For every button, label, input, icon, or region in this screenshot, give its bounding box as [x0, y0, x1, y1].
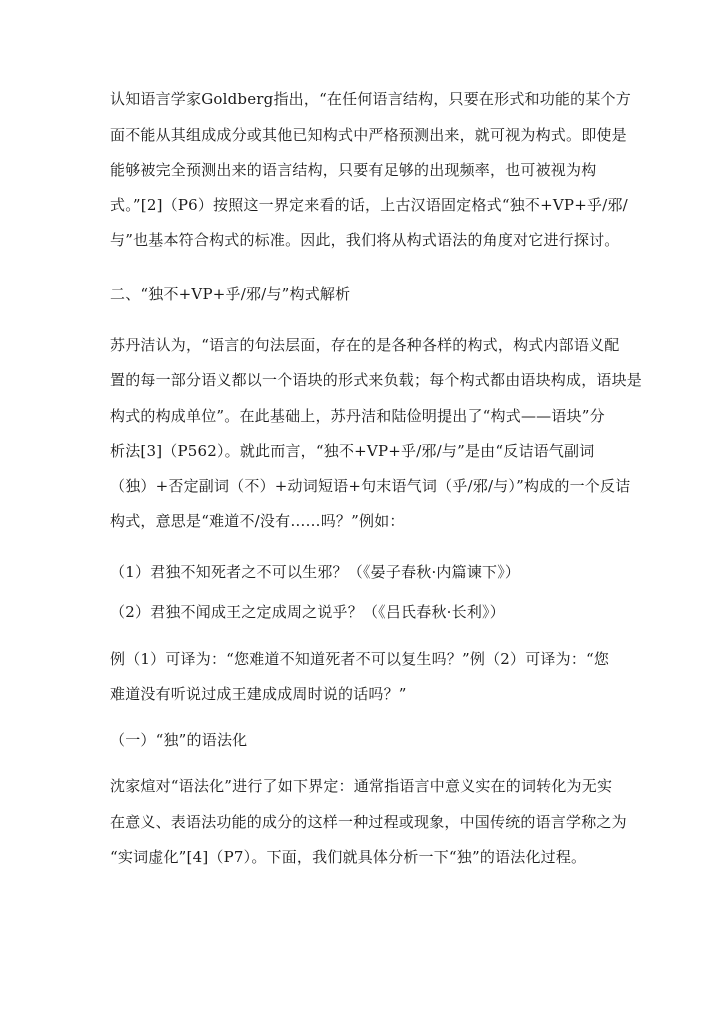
paragraph-1-line-5: 与”也基本符合构式的标准。因此，我们将从构式语法的角度对它进行探讨。 [110, 231, 620, 249]
paragraph-4-line-3: “实词虚化”[4]（P7）。下面，我们就具体分析一下“独”的语法化过程。 [110, 848, 587, 866]
example-1: （1）君独不知死者之不可以生邪？（《晏子春秋·内篇谏下》） [110, 563, 521, 581]
paragraph-1-line-3: 能够被完全预测出来的语言结构，只要有足够的出现频率，也可被视为构 [110, 161, 597, 179]
paragraph-1-line-4: 式。”[2]（P6）按照这一界定来看的话，上古汉语固定格式“独不+VP+乎/邪/ [110, 196, 628, 214]
paragraph-2-line-3: 构式的构成单位”。在此基础上，苏丹洁和陆俭明提出了“构式——语块”分 [110, 407, 605, 425]
paragraph-1-line-1: 认知语言学家Goldberg指出，“在任何语言结构，只要在形式和功能的某个方 [110, 90, 631, 108]
paragraph-2-line-5: （独）+否定副词（不）+动词短语+句末语气词（乎/邪/与）”构成的一个反诘 [110, 477, 631, 495]
subsection-heading: （一）“独”的语法化 [110, 731, 248, 749]
paragraph-4-line-1: 沈家煊对“语法化”进行了如下界定：通常指语言中意义实在的词转化为无实 [110, 777, 613, 795]
paragraph-4-line-2: 在意义、表语法功能的成分的这样一种过程或现象，中国传统的语言学称之为 [110, 813, 627, 831]
section-heading: 二、“独不+VP+乎/邪/与”构式解析 [110, 285, 351, 303]
paragraph-3-line-2: 难道没有听说过成王建成成周时说的话吗？” [110, 685, 407, 703]
paragraph-2-line-2: 置的每一部分语义都以一个语块的形式来负载；每个构式都由语块构成，语块是 [110, 371, 643, 389]
example-2: （2）君独不闻成王之定成周之说乎？（《吕氏春秋·长利》） [110, 603, 505, 621]
paragraph-2-line-6: 构式，意思是“难道不/没有……吗？”例如： [110, 512, 405, 530]
paragraph-1-line-2: 面不能从其组成成分或其他已知构式中严格预测出来，就可视为构式。即使是 [110, 126, 627, 144]
paragraph-2-line-4: 析法[3]（P562）。就此而言，“独不+VP+乎/邪/与”是由“反诘语气副词 [110, 442, 595, 460]
paragraph-3-line-1: 例（1）可译为：“您难道不知道死者不可以复生吗？”例（2）可译为：“您 [110, 650, 610, 668]
paragraph-2-line-1: 苏丹洁认为，“语言的句法层面，存在的是各种各样的构式，构式内部语义配 [110, 336, 620, 354]
